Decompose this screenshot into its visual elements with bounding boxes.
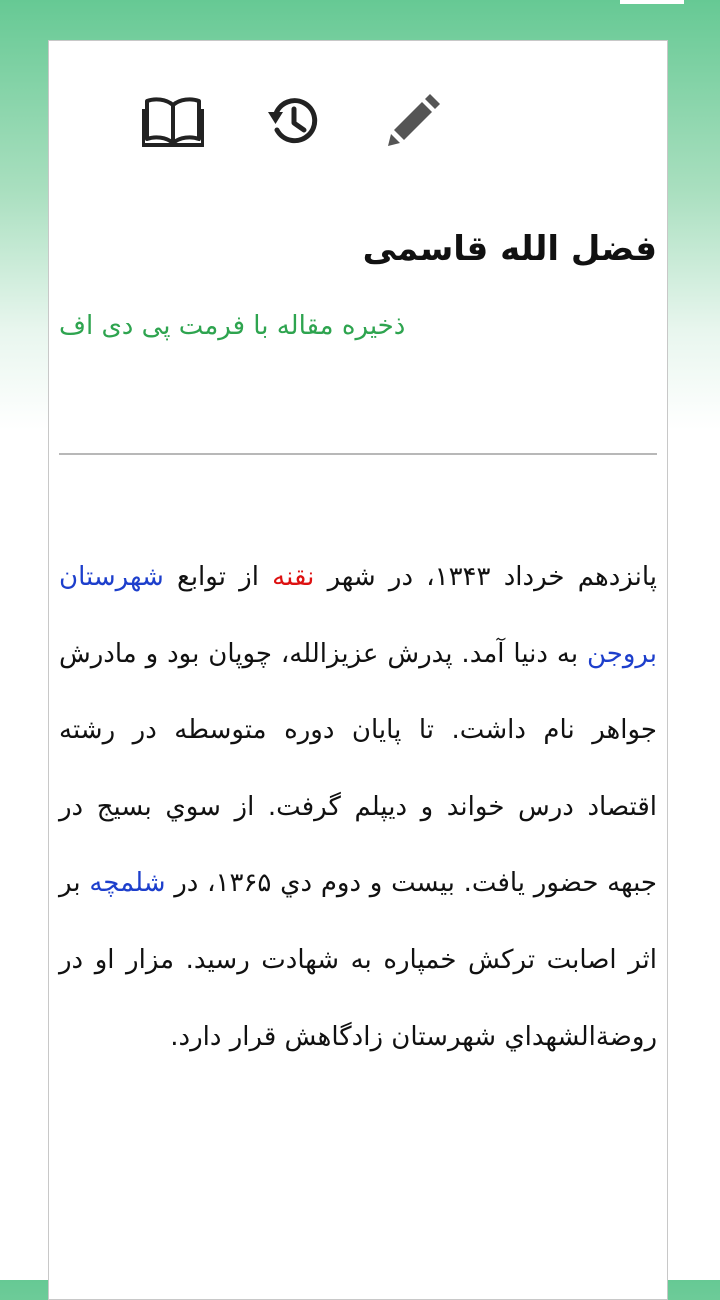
article-card — [48, 40, 668, 1300]
edit-button[interactable] — [383, 91, 443, 151]
article-text: به دنیا آمد. پدرش عزیزالله، چوپان بود و مادرش جواهر نام داشت. تا پایان دوره متوسطه در رشته اقتصاد درس خواند و دیپلم گرفت. از سوي بسيج در جبهه حضور يافت. بيست و دوم دي ۱۳۶۵، در — [59, 638, 657, 899]
link-shalamcheh[interactable]: شلمچه — [89, 868, 166, 899]
save-pdf-link[interactable]: ذخیره مقاله با فرمت پی دی اف — [59, 311, 406, 341]
article-toolbar — [49, 91, 667, 151]
link-borujen-county[interactable]: شهرستان بروجن — [59, 562, 658, 669]
top-tab-indicator — [620, 0, 684, 4]
article-text: بر اثر اصابت ترکش خمپاره به شهادت رسيد. مزار او در روضةالشهداي شهرستان زادگاهش قرار دارد. — [59, 868, 657, 1052]
book-open-icon — [142, 95, 204, 147]
page-title: فضل الله قاسمی — [362, 229, 657, 269]
history-button[interactable] — [263, 91, 323, 151]
history-icon — [266, 94, 320, 148]
link-naghneh[interactable]: نقنه — [272, 562, 315, 592]
article-body — [59, 539, 657, 1075]
pencil-icon — [384, 92, 442, 150]
article-text: پانزدهم خرداد ۱۳۴۳، در شهر — [327, 562, 658, 592]
read-button[interactable] — [143, 91, 203, 151]
divider — [59, 453, 657, 455]
article-text: از توابع — [176, 562, 259, 592]
